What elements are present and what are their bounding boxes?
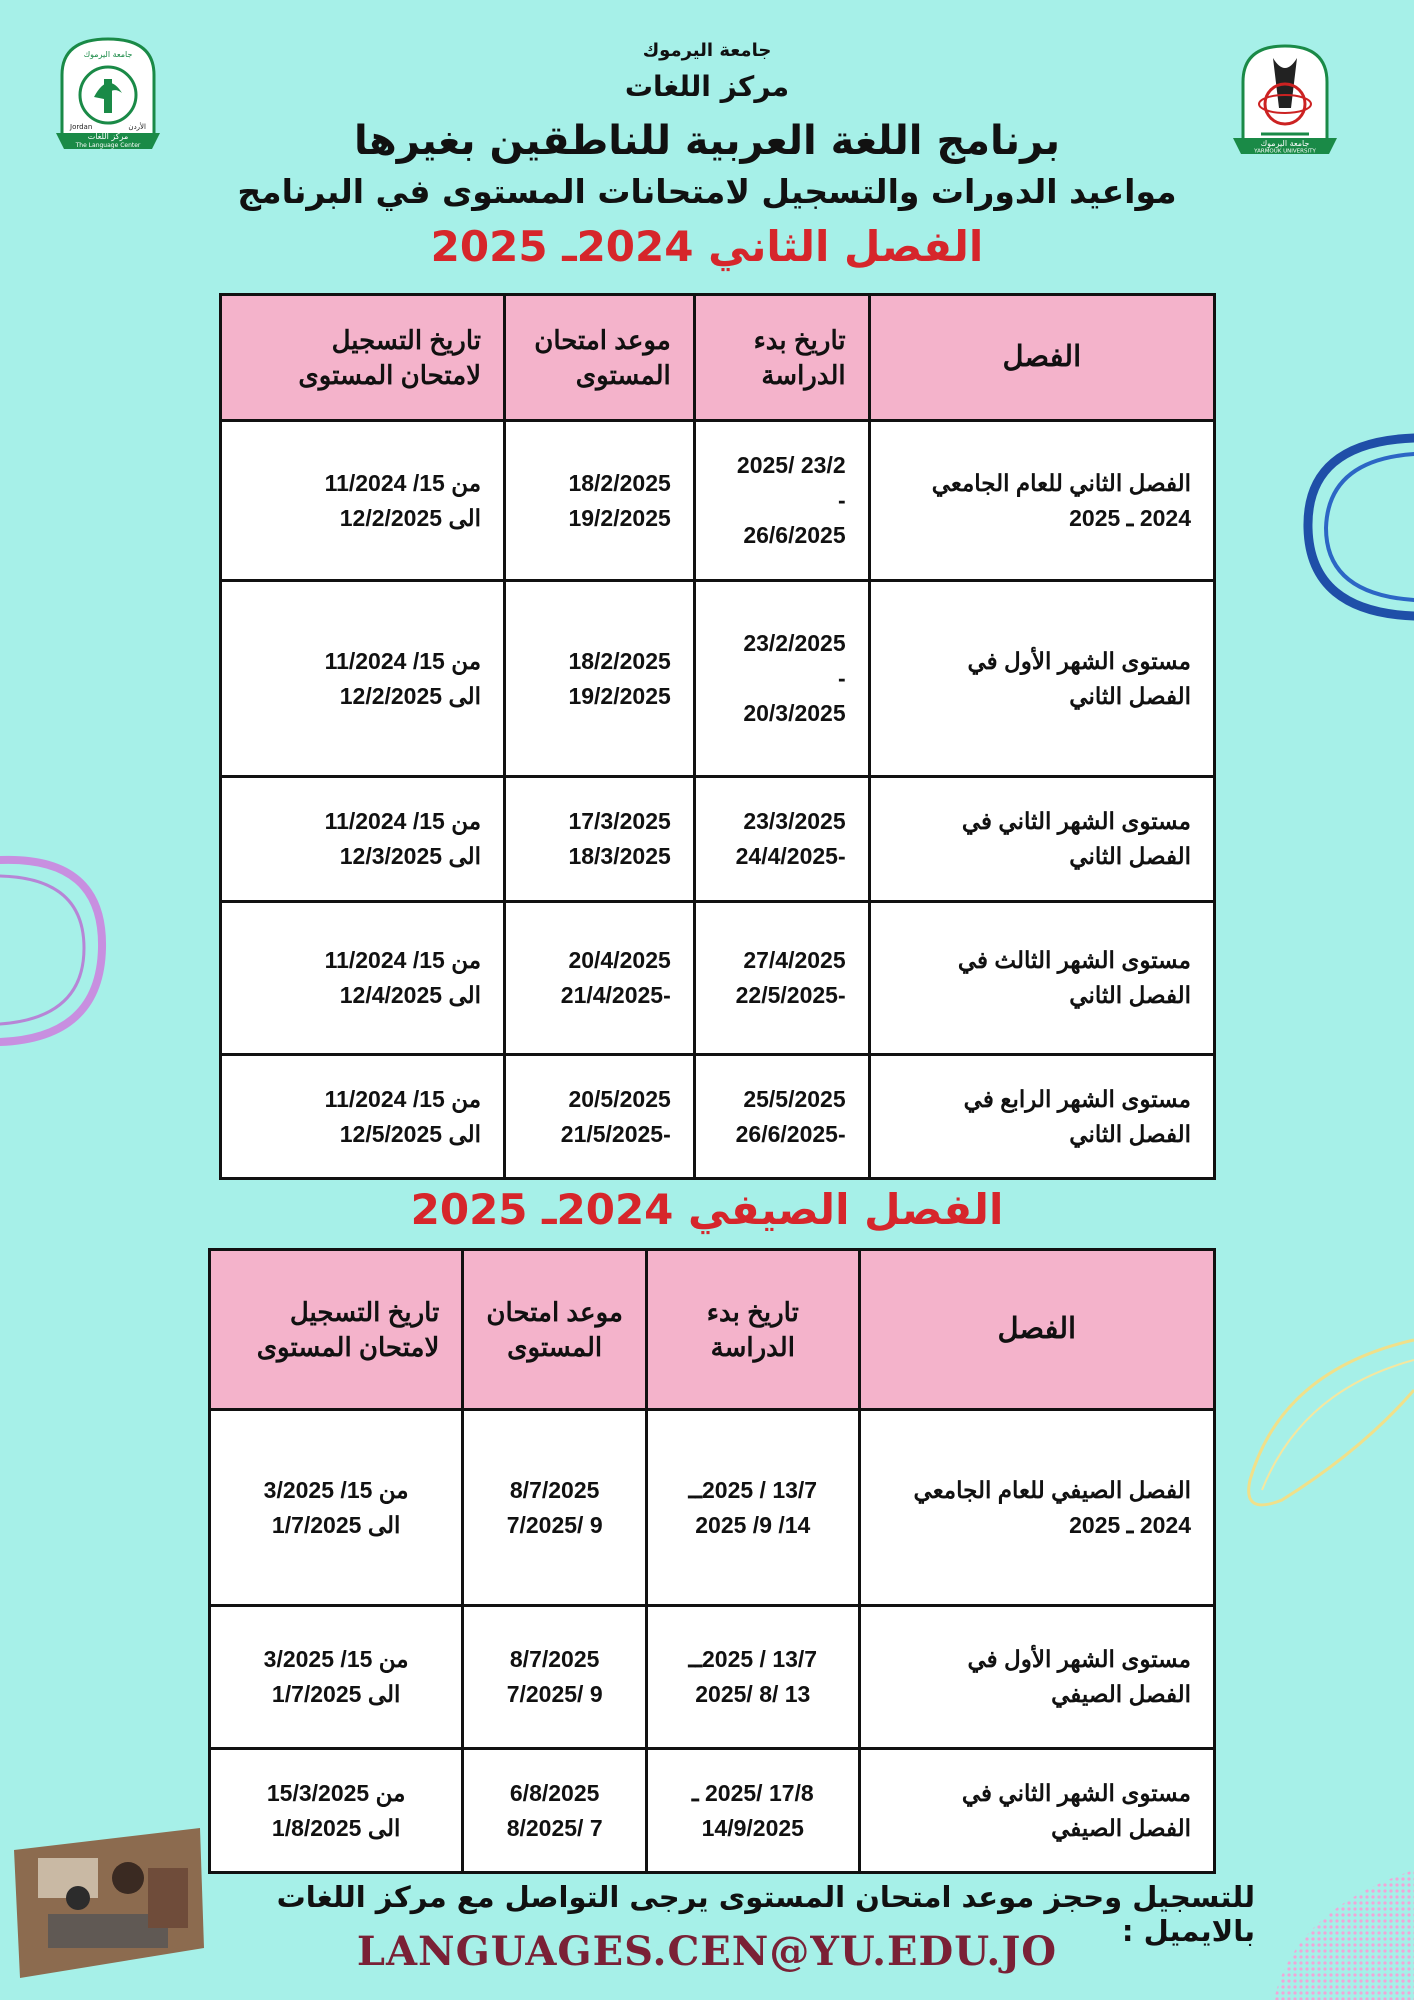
logo-side-left: Jordan	[70, 123, 93, 131]
contact-email-link[interactable]: LANGUAGES.CEN@YU.EDU.JO	[356, 1928, 1058, 1975]
header-cell-registration-date: تاريخ التسجيل لامتحان المستوى	[221, 295, 505, 421]
cell-exam-date: 18/2/2025 19/2/2025	[505, 421, 695, 581]
purple-swirl-decoration	[0, 852, 112, 1047]
summer-semester-table	[208, 1248, 1216, 1874]
cell-semester: مستوى الشهر الرابع في الفصل الثاني	[869, 1055, 1214, 1179]
cell-exam-date: 20/4/2025 -21/4/2025	[505, 902, 695, 1055]
cell-semester: مستوى الشهر الأول في الفصل الثاني	[869, 581, 1214, 777]
table-header-row	[210, 1250, 1215, 1410]
cell-registration-date: من 15/3/2025 الى 1/8/2025	[210, 1749, 463, 1873]
cell-semester: مستوى الشهر الأول في الفصل الصيفي	[859, 1606, 1214, 1749]
logo-top-text: جامعة اليرموك	[83, 50, 133, 59]
logo-bottom-ar: مركز اللغات	[87, 132, 129, 141]
cell-start-date: 27/4/2025 -22/5/2025	[694, 902, 869, 1055]
cell-start-date: 17/8 /2025 ـ 14/9/2025	[647, 1749, 860, 1873]
second-semester-table	[219, 293, 1216, 1180]
table-row	[210, 1410, 1215, 1606]
header-cell-semester: الفصل	[859, 1250, 1214, 1410]
table-row	[221, 581, 1215, 777]
table-row	[221, 902, 1215, 1055]
cell-exam-date: 20/5/2025 -21/5/2025	[505, 1055, 695, 1179]
header-cell-semester: الفصل	[869, 295, 1214, 421]
cell-start-date: 23/2 /2025 - 26/6/2025	[694, 421, 869, 581]
logo-side-right: الأردن	[128, 123, 146, 131]
table-row	[210, 1749, 1215, 1873]
table-row	[210, 1606, 1215, 1749]
table-row	[221, 1055, 1215, 1179]
registration-instruction: للتسجيل وحجز موعد امتحان المستوى يرجى التواصل مع مركز اللغات بالايميل :	[276, 1880, 1255, 1948]
cell-start-date: 23/3/2025 -24/4/2025	[694, 777, 869, 902]
logo-bottom-en: YARMOUK UNIVERSITY	[1254, 148, 1316, 155]
header-cell-exam-date: موعد امتحان المستوى	[505, 295, 695, 421]
cell-exam-date: 18/2/2025 19/2/2025	[505, 581, 695, 777]
cell-exam-date: 17/3/2025 18/3/2025	[505, 777, 695, 902]
header-cell-start-date: تاريخ بدء الدراسة	[694, 295, 869, 421]
table-row	[221, 777, 1215, 902]
cell-registration-date: من 15/ 11/2024 الى 12/2/2025	[221, 421, 505, 581]
cell-exam-date: 8/7/2025 9 /7/2025	[463, 1410, 647, 1606]
cell-start-date: 25/5/2025 -26/6/2025	[694, 1055, 869, 1179]
blue-swirl-decoration	[1296, 432, 1414, 622]
cell-registration-date: من 15/ 3/2025 الى 1/7/2025	[210, 1606, 463, 1749]
program-title: برنامج اللغة العربية للناطقين بغيرها	[354, 118, 1060, 164]
yellow-swirl-decoration	[1242, 1330, 1414, 1520]
table-row	[221, 421, 1215, 581]
summer-semester-title: الفصل الصيفي 2024ـ 2025	[410, 1185, 1004, 1234]
header-cell-registration-date: تاريخ التسجيل لامتحان المستوى	[210, 1250, 463, 1410]
logo-bottom-ar: جامعة اليرموك	[1260, 139, 1310, 148]
table-header-row	[221, 295, 1215, 421]
university-name: جامعة اليرموك	[642, 40, 772, 61]
cell-semester: الفصل الثاني للعام الجامعي 2024 ـ 2025	[869, 421, 1214, 581]
header-cell-exam-date: موعد امتحان المستوى	[463, 1250, 647, 1410]
cell-semester: مستوى الشهر الثالث في الفصل الثاني	[869, 902, 1214, 1055]
cell-start-date: 13/7 / 2025ــ 13 /8 /2025	[647, 1606, 860, 1749]
page-subtitle: مواعيد الدورات والتسجيل لامتحانات المستوى في البرنامج	[237, 172, 1177, 211]
cell-start-date: 23/2/2025 - 20/3/2025	[694, 581, 869, 777]
language-center-name: مركز اللغات	[624, 70, 790, 103]
cell-registration-date: من 15/ 11/2024 الى 12/4/2025	[221, 902, 505, 1055]
header-cell-start-date: تاريخ بدء الدراسة	[647, 1250, 860, 1410]
cell-semester: مستوى الشهر الثاني في الفصل الثاني	[869, 777, 1214, 902]
second-semester-title: الفصل الثاني 2024ـ 2025	[430, 222, 984, 271]
cell-exam-date: 6/8/2025 7 /8/2025	[463, 1749, 647, 1873]
cell-start-date: 13/7 / 2025ــ 14/ 9/ 2025	[647, 1410, 860, 1606]
cell-semester: الفصل الصيفي للعام الجامعي 2024 ـ 2025	[859, 1410, 1214, 1606]
cell-semester: مستوى الشهر الثاني في الفصل الصيفي	[859, 1749, 1214, 1873]
cell-registration-date: من 15/ 3/2025 الى 1/7/2025	[210, 1410, 463, 1606]
logo-bottom-en: The Language Center	[75, 142, 141, 149]
cell-registration-date: من 15/ 11/2024 الى 12/5/2025	[221, 1055, 505, 1179]
cell-exam-date: 8/7/2025 9 /7/2025	[463, 1606, 647, 1749]
cell-registration-date: من 15/ 11/2024 الى 12/3/2025	[221, 777, 505, 902]
cell-registration-date: من 15/ 11/2024 الى 12/2/2025	[221, 581, 505, 777]
